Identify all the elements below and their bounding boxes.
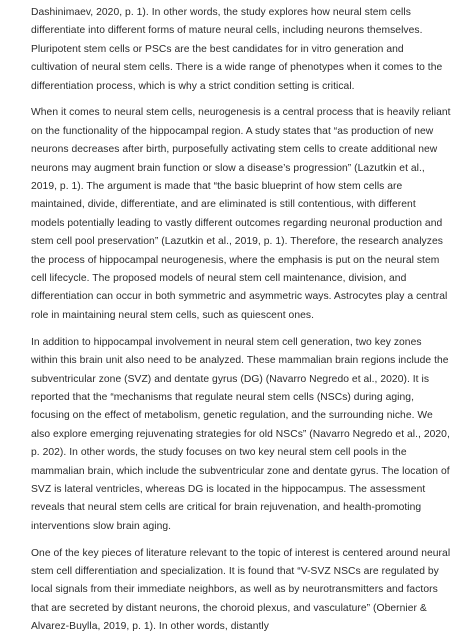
paragraph-1: Dashinimaev, 2020, p. 1). In other words, the study explores how neural stem cells differentiate into different forms of mature neural cells, including neurons themselves. Pluripotent stem cells or PSCs are the best candidates for in vitro generation and cultivation of neural stem cells. There is a wide range of phenotypes when it comes to the differentiation process, which is why a strict condition setting is critical. <box>31 7 443 92</box>
paragraph-2: When it comes to neural stem cells, neurogenesis is a central process that is heavily reliant on the functionality of the hippocampal region. A study states that “as production of new neurons decreases after birth, purposefully activating stem cells to create additional new neurons may augment brain function or slow a disease’s progression” (Lazutkin et al., 2019, p. 1). The argument is made that “the basic blueprint of how stem cells are maintained, divide, differentiate, and are eliminated is still contentious, with different models potentially leading to vastly different outcomes regarding neuronal production and stem cell pool preservation” (Lazutkin et al., 2019, p. 1). Therefore, the research analyzes the process of hippocampal neurogenesis, where the emphasis is put on the neural stem cell lifecycle. The proposed models of neural stem cell maintenance, division, and differentiation can occur in both symmetric and asymmetric ways. Astrocytes play a central role in maintaining neural stem cells, such as quiescent ones. <box>31 107 451 321</box>
paragraph-3: In addition to hippocampal involvement in neural stem cell generation, two key zones within this brain unit also need to be analyzed. These mammalian brain regions include the subventricular zone (SVZ) and dentate gyrus (DG) (Navarro Negredo et al., 2020). It is reported that the “mechanisms that regulate neural stem cells (NSCs) during aging, focusing on the effect of metabolism, genetic regulation, and the surrounding niche. We also explore emerging rejuvenating strategies for old NSCs” (Navarro Negredo et al., 2020, p. 202). In other words, the study focuses on two key neural stem cell pools in the mammalian brain, which include the subventricular zone and dentate gyrus. The location of SVZ is lateral ventricles, whereas DG is located in the hippocampus. The assessment reveals that neural stem cells are critical for brain rejuvenation, and health-promoting interventions slow brain aging. <box>31 336 450 532</box>
paragraph-4: One of the key pieces of literature relevant to the topic of interest is centered around neural stem cell differentiation and specialization. It is found that “V-SVZ NSCs are regulated by local signals from their immediate neighbors, as well as by neurotransmitters and factors that are secreted by distant neurons, the choroid plexus, and vasculature” (Obernier & Alvarez-Buylla, 2019, p. 1). In other words, distantly <box>31 547 451 633</box>
